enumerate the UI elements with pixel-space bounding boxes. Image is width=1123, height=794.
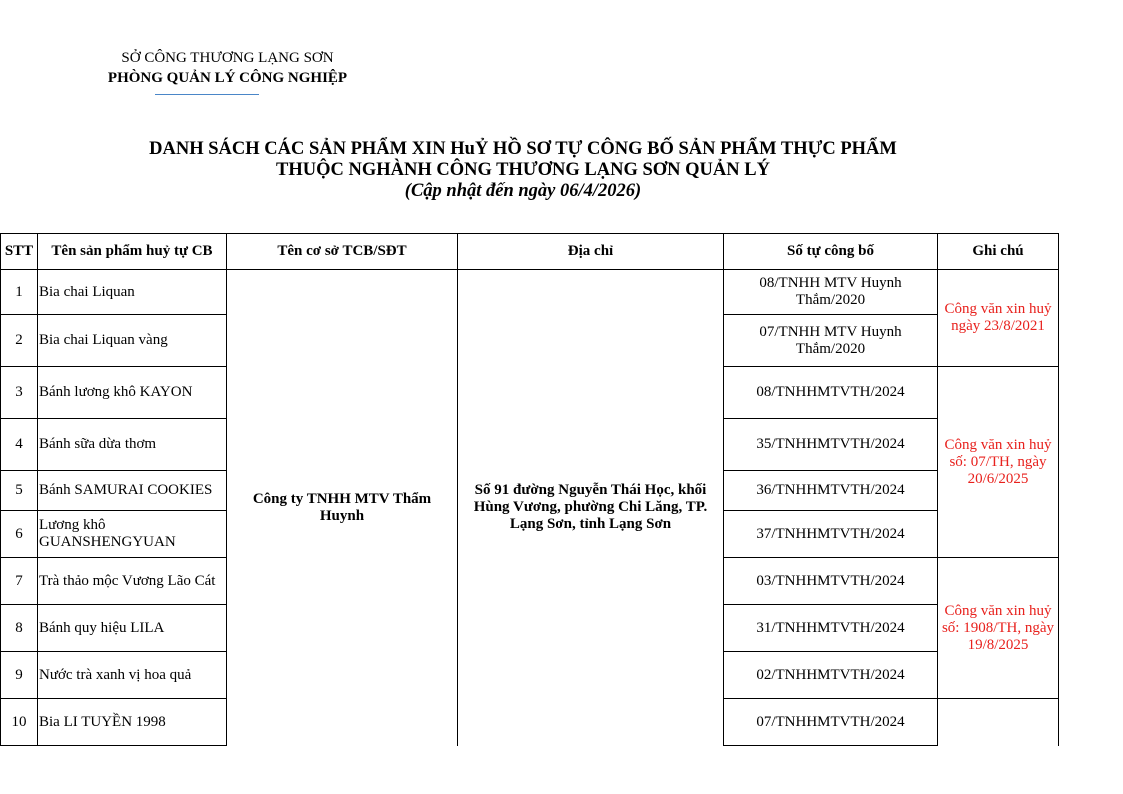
department-name: SỞ CÔNG THƯƠNG LẠNG SƠN	[121, 50, 334, 66]
note-cell	[938, 699, 1059, 746]
row-number: 31/TNHHMTVTH/2024	[724, 605, 938, 652]
row-product: Nước trà xanh vị hoa quả	[38, 652, 227, 699]
row-stt: 4	[1, 419, 38, 471]
note-cell: Công văn xin huỷ ngày 23/8/2021	[938, 270, 1059, 367]
header-underline	[155, 94, 259, 95]
row-number: 35/TNHHMTVTH/2024	[724, 419, 938, 471]
header-number: Số tự công bố	[724, 234, 938, 270]
document-title-line1: DANH SÁCH CÁC SẢN PHẨM XIN HuỶ HỒ SƠ TỰ CÔNG BỐ SẢN PHẨM THỰC PHẨM	[149, 139, 897, 159]
row-product: Bánh quy hiệu LILA	[38, 605, 227, 652]
row-product: Bánh sữa dừa thơm	[38, 419, 227, 471]
row-stt: 6	[1, 511, 38, 558]
office-name: PHÒNG QUẢN LÝ CÔNG NGHIỆP	[107, 70, 348, 86]
row-stt: 5	[1, 471, 38, 511]
row-number: 07/TNHH MTV Huynh Thắm/2020	[724, 315, 938, 367]
row-product: Bia chai Liquan	[38, 270, 227, 315]
product-cancellation-table	[0, 233, 1059, 746]
row-stt: 10	[1, 699, 38, 746]
company-cell: Công ty TNHH MTV Thẩm Huynh	[227, 270, 458, 746]
header-product: Tên sản phẩm huỷ tự CB	[38, 234, 227, 270]
row-product: Bia LI TUYỀN 1998	[38, 699, 227, 746]
row-stt: 8	[1, 605, 38, 652]
row-number: 08/TNHH MTV Huynh Thắm/2020	[724, 270, 938, 315]
header-address: Địa chỉ	[458, 234, 724, 270]
row-product: Bánh lương khô KAYON	[38, 367, 227, 419]
row-stt: 2	[1, 315, 38, 367]
row-stt: 3	[1, 367, 38, 419]
address-cell: Số 91 đường Nguyễn Thái Học, khối Hùng Vương, phường Chi Lăng, TP. Lạng Sơn, tỉnh Lạng Sơn	[458, 270, 724, 746]
row-stt: 9	[1, 652, 38, 699]
table-row	[1, 270, 1059, 315]
header-note: Ghi chú	[938, 234, 1059, 270]
update-date: (Cập nhật đến ngày 06/4/2026)	[404, 181, 642, 201]
note-cell: Công văn xin huỷ số: 07/TH, ngày 20/6/2025	[938, 367, 1059, 558]
row-product: Trà thảo mộc Vương Lão Cát	[38, 558, 227, 605]
note-cell: Công văn xin huỷ số: 1908/TH, ngày 19/8/2025	[938, 558, 1059, 699]
document-title-line2: THUỘC NGHÀNH CÔNG THƯƠNG LẠNG SƠN QUẢN LÝ	[276, 160, 770, 180]
row-number: 37/TNHHMTVTH/2024	[724, 511, 938, 558]
row-number: 03/TNHHMTVTH/2024	[724, 558, 938, 605]
table-header-row	[1, 234, 1059, 270]
row-product: Lương khô GUANSHENGYUAN	[38, 511, 227, 558]
row-product: Bia chai Liquan vàng	[38, 315, 227, 367]
row-product: Bánh SAMURAI COOKIES	[38, 471, 227, 511]
row-stt: 1	[1, 270, 38, 315]
row-number: 08/TNHHMTVTH/2024	[724, 367, 938, 419]
row-number: 36/TNHHMTVTH/2024	[724, 471, 938, 511]
header-stt: STT	[1, 234, 38, 270]
row-number: 07/TNHHMTVTH/2024	[724, 699, 938, 746]
header-company: Tên cơ sở TCB/SĐT	[227, 234, 458, 270]
row-number: 02/TNHHMTVTH/2024	[724, 652, 938, 699]
row-stt: 7	[1, 558, 38, 605]
